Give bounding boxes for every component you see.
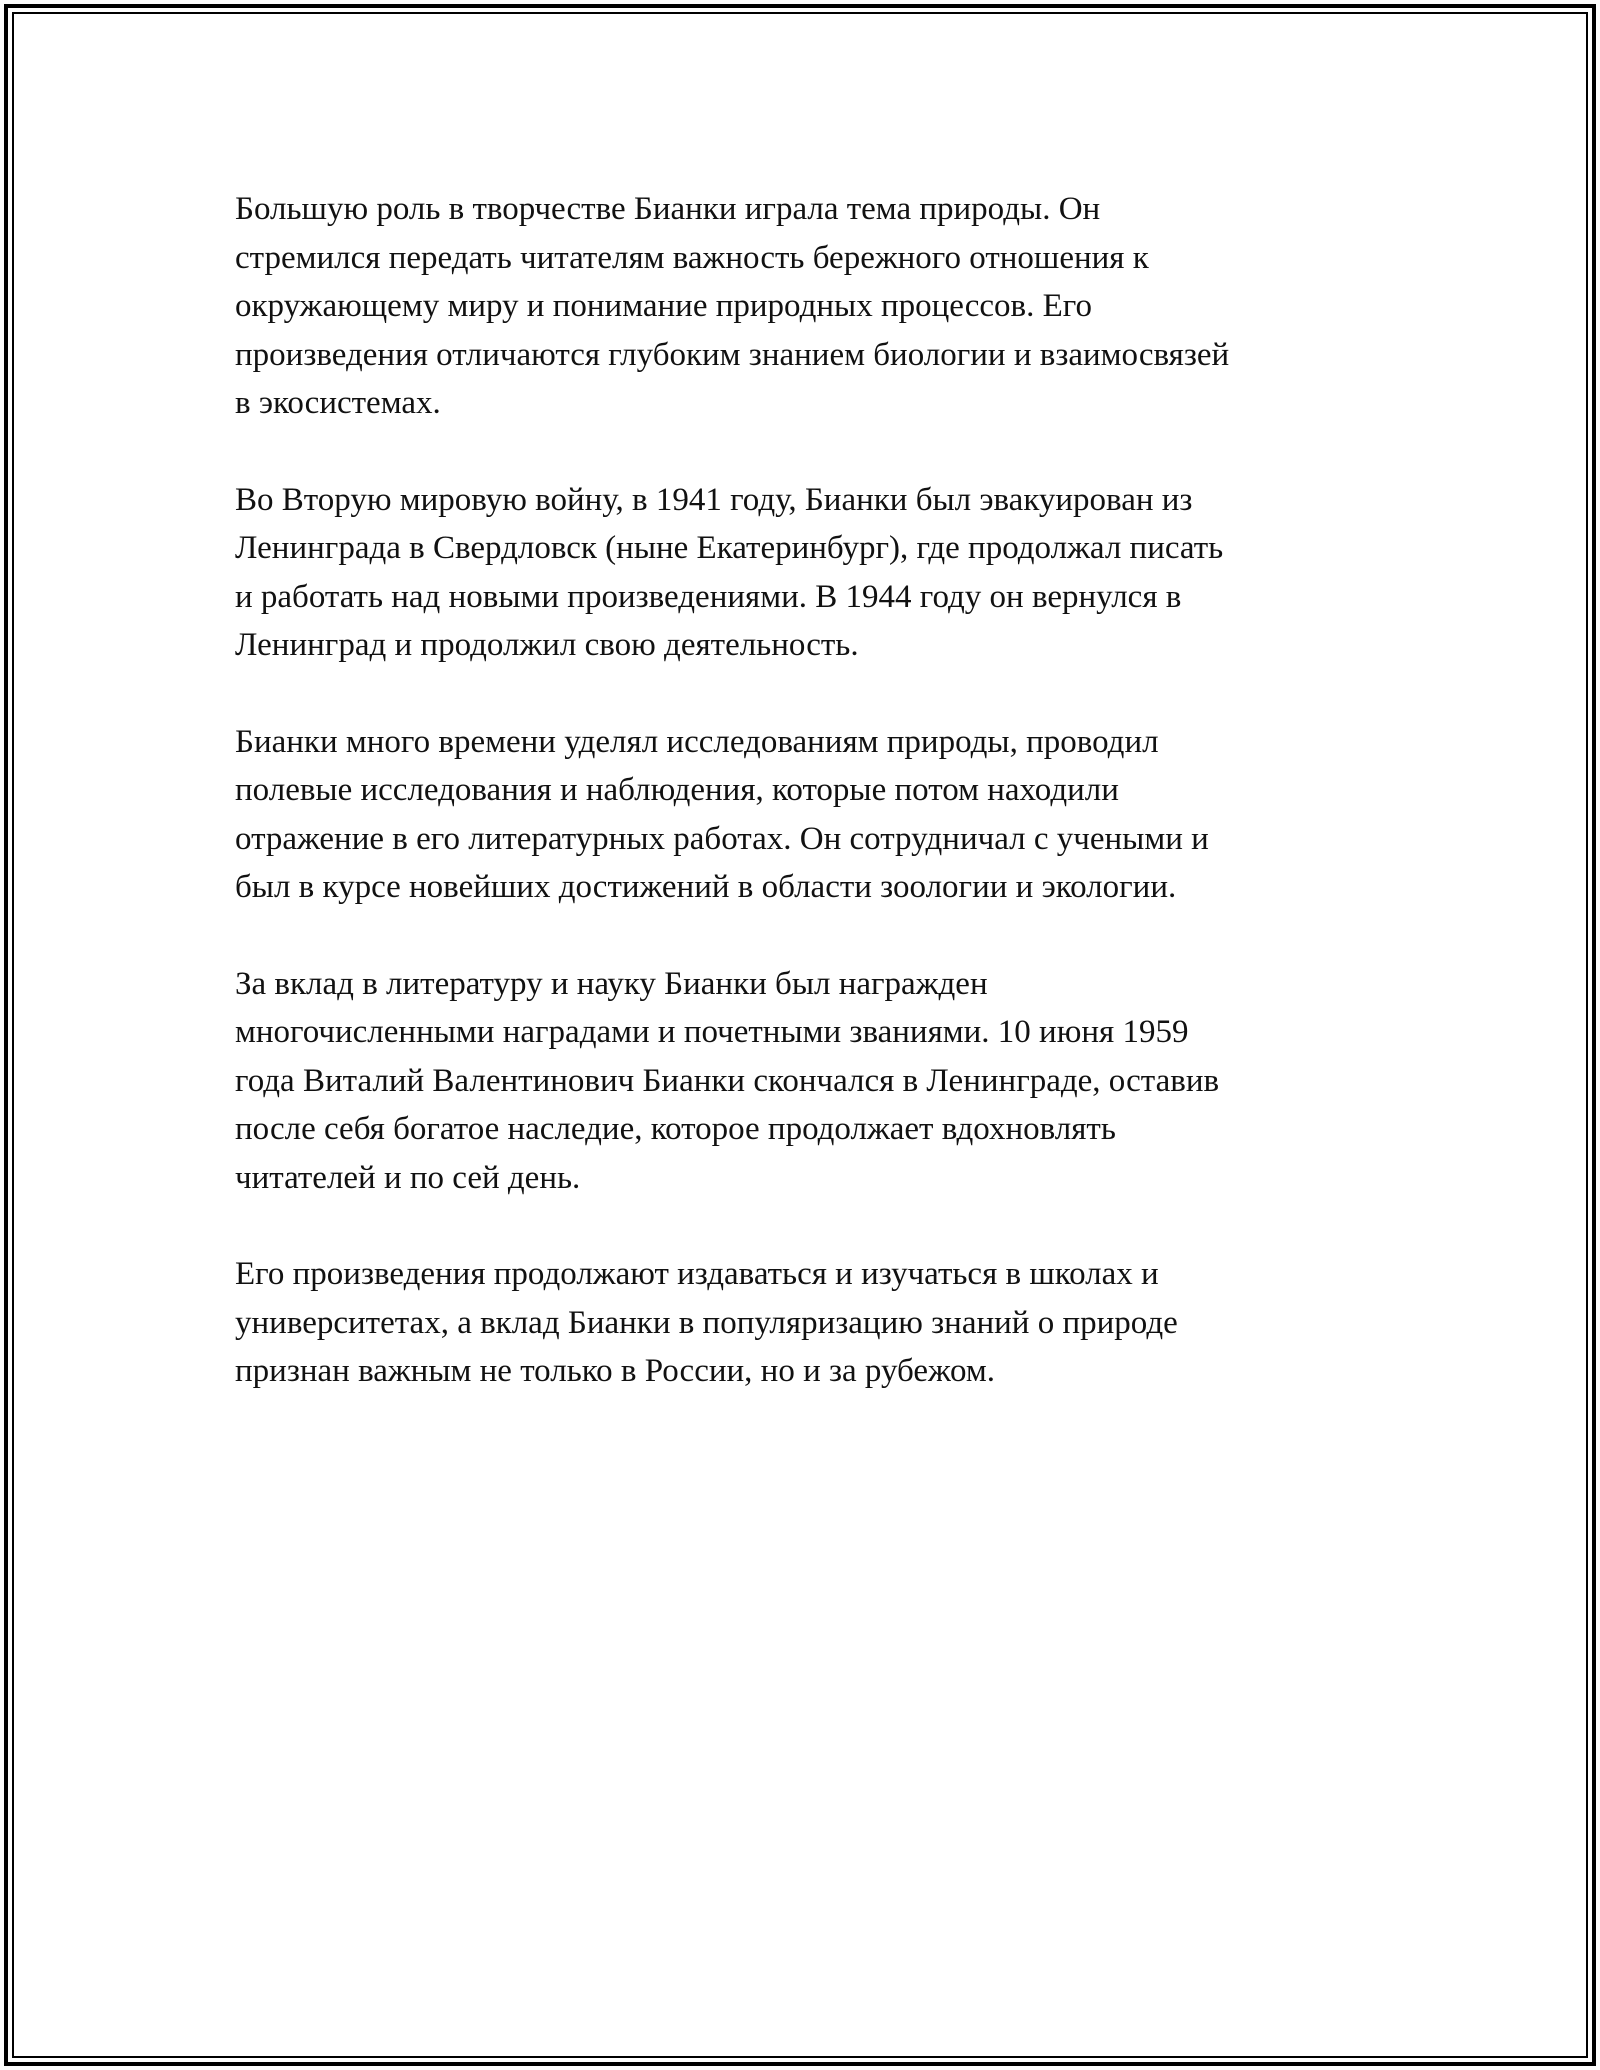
paragraph-evacuation: Во Вторую мировую войну, в 1941 году, Бианки был эвакуирован из Ленинграда в Свердловск (ныне Екатеринбург), где продолжал писать и работать над новыми произведениями. В 1944 году он вернулся в Ленинград и продолжил свою деятельность. <box>235 481 1224 663</box>
document-body <box>235 185 1365 1444</box>
paragraph-legacy: Его произведения продолжают издаваться и изучаться в школах и университетах, а вклад Бианки в популяризацию знаний о природе признан важным не только в России, но и за рубежом. <box>235 1256 1178 1389</box>
paragraph-awards-death: За вклад в литературу и науку Бианки был награжден многочисленными наградами и почетными званиями. 10 июня 1959 года Виталий Валентинович Бианки скончался в Ленинграде, оставив после себя богатое наследие, которое продолжает вдохновлять читателей и по сей день. <box>235 965 1220 1196</box>
paragraph-field-research: Бианки много времени уделял исследованиям природы, проводил полевые исследования и наблюдения, которые потом находили отражение в его литературных работах. Он сотрудничал с учеными и был в курсе новейших достижений в области зоологии и экологии. <box>235 723 1209 905</box>
paragraph-nature-theme: Большую роль в творчестве Бианки играла тема природы. Он стремился передать читателям важность бережного отношения к окружающему миру и понимание природных процессов. Его произведения отличаются глубоким знанием биологии и взаимосвязей в экосистемах. <box>235 191 1230 421</box>
